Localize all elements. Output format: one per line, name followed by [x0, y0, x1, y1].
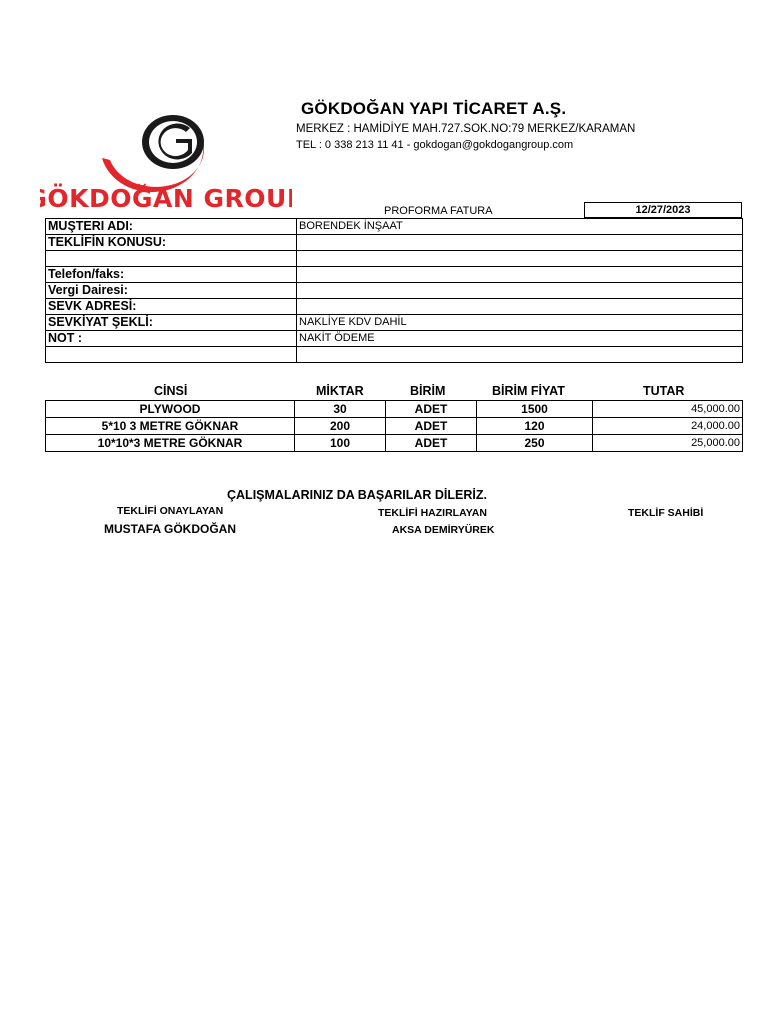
info-value: NAKLİYE KDV DAHİL	[297, 315, 743, 331]
owner-label: TEKLİF SAHİBİ	[628, 507, 704, 519]
items-table	[45, 400, 743, 452]
item-type: 10*10*3 METRE GÖKNAR	[46, 435, 295, 452]
company-address: MERKEZ : HAMİDİYE MAH.727.SOK.NO:79 MERKEZ/KARAMAN	[296, 123, 636, 135]
item-total: 25,000.00	[593, 435, 743, 452]
closing-message: ÇALIŞMALARINIZ DA BAŞARILAR DİLERİZ.	[227, 488, 487, 502]
info-row	[46, 315, 743, 331]
item-type: 5*10 3 METRE GÖKNAR	[46, 418, 295, 435]
item-type: PLYWOOD	[46, 401, 295, 418]
info-row	[46, 299, 743, 315]
item-quantity: 200	[295, 418, 386, 435]
company-logo	[40, 108, 292, 218]
info-value	[297, 347, 743, 363]
table-row	[46, 401, 743, 418]
column-header-unit-price: BİRİM FİYAT	[492, 384, 565, 398]
item-unit-price: 120	[477, 418, 593, 435]
approver-name: MUSTAFA GÖKDOĞAN	[104, 522, 236, 536]
info-value	[297, 251, 743, 267]
info-label: Telefon/faks:	[46, 267, 297, 283]
item-unit: ADET	[386, 401, 477, 418]
info-value	[297, 283, 743, 299]
info-label	[46, 347, 297, 363]
info-label: NOT :	[46, 331, 297, 347]
info-value	[297, 299, 743, 315]
company-name: GÖKDOĞAN YAPI TİCARET A.Ş.	[301, 99, 567, 118]
item-unit-price: 1500	[477, 401, 593, 418]
document-type: PROFORMA FATURA	[384, 205, 493, 217]
item-unit: ADET	[386, 418, 477, 435]
column-header-quantity: MİKTAR	[316, 384, 364, 398]
document-date: 12/27/2023	[584, 202, 742, 218]
info-row	[46, 283, 743, 299]
approver-label: TEKLİFİ ONAYLAYAN	[117, 505, 224, 517]
info-label: SEVK ADRESİ:	[46, 299, 297, 315]
info-label: TEKLİFİN KONUSU:	[46, 235, 297, 251]
preparer-name: AKSA DEMİRYÜREK	[392, 524, 495, 536]
table-row	[46, 435, 743, 452]
info-value: BORENDEK İNŞAAT	[297, 219, 743, 235]
info-row	[46, 347, 743, 363]
item-total: 24,000.00	[593, 418, 743, 435]
column-header-total: TUTAR	[643, 384, 685, 398]
info-label: Vergi Dairesi:	[46, 283, 297, 299]
item-total: 45,000.00	[593, 401, 743, 418]
info-value: NAKİT ÖDEME	[297, 331, 743, 347]
info-row	[46, 219, 743, 235]
column-header-unit: BİRİM	[410, 384, 446, 398]
info-row	[46, 251, 743, 267]
customer-info-table	[45, 218, 743, 363]
table-row	[46, 418, 743, 435]
info-label	[46, 251, 297, 267]
info-value	[297, 235, 743, 251]
item-quantity: 30	[295, 401, 386, 418]
info-value	[297, 267, 743, 283]
logo-text: GÖKDOĞAN GROUP	[40, 184, 292, 213]
preparer-label: TEKLİFİ HAZIRLAYAN	[378, 507, 487, 519]
item-quantity: 100	[295, 435, 386, 452]
info-row	[46, 267, 743, 283]
company-contact: TEL : 0 338 213 11 41 - gokdogan@gokdogangroup.com	[296, 139, 574, 151]
info-label: MUŞTERI ADI:	[46, 219, 297, 235]
info-row	[46, 331, 743, 347]
item-unit-price: 250	[477, 435, 593, 452]
column-header-type: CİNSİ	[154, 384, 188, 398]
info-label: SEVKİYAT ŞEKLİ:	[46, 315, 297, 331]
item-unit: ADET	[386, 435, 477, 452]
info-row	[46, 235, 743, 251]
